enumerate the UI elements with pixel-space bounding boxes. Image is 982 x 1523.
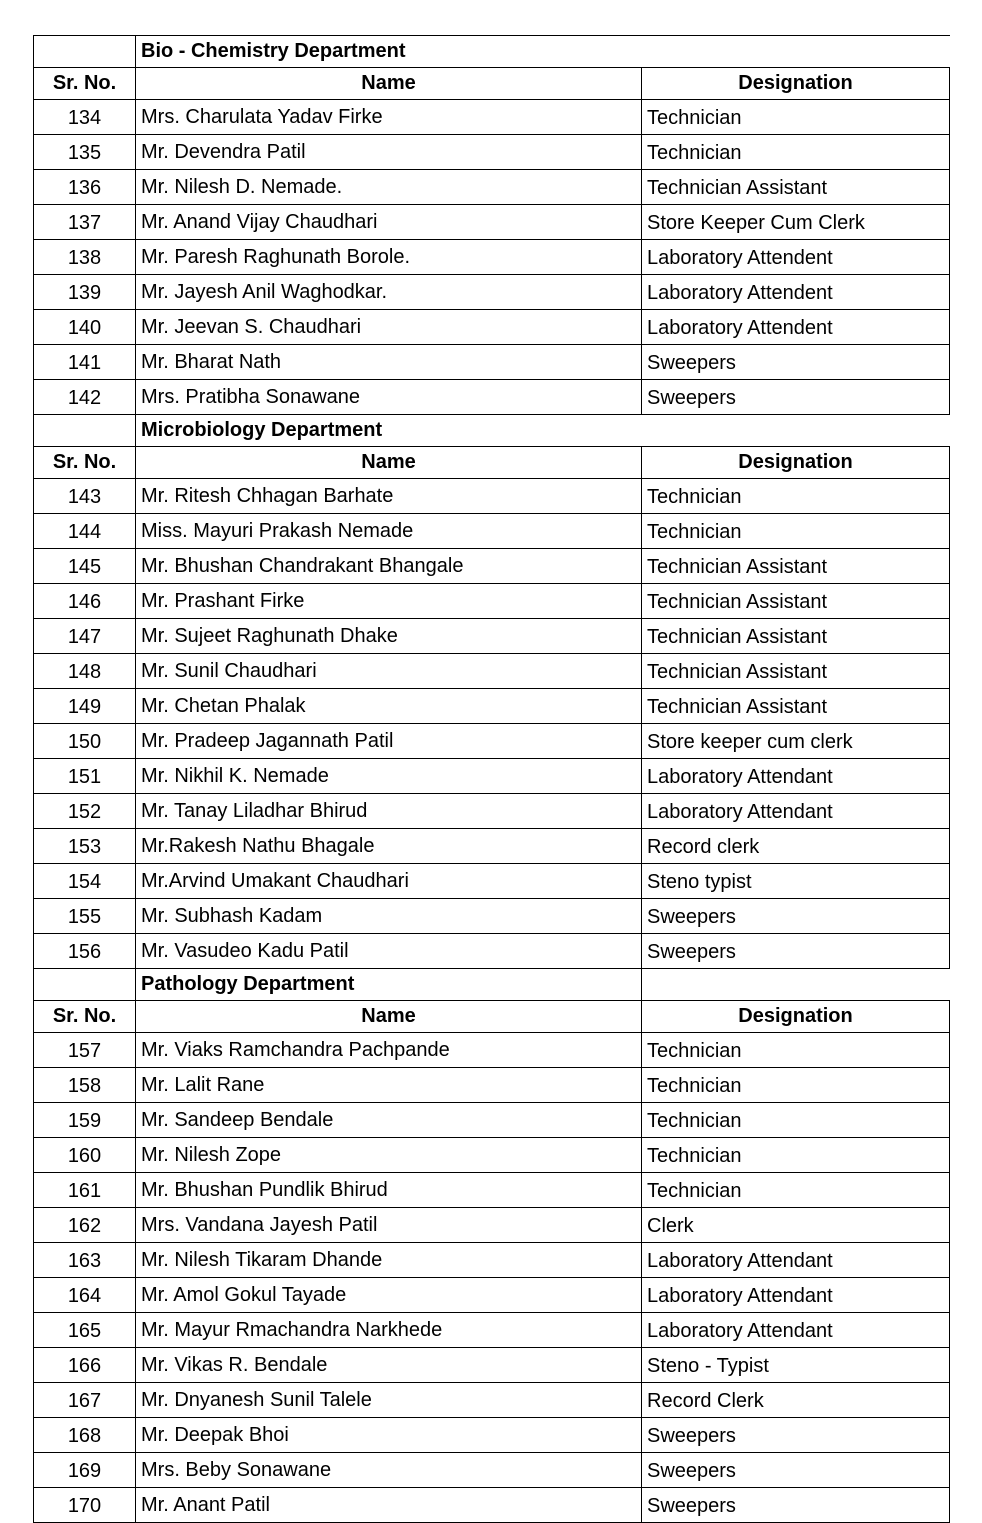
name-cell: Mr. Pradeep Jagannath Patil <box>136 724 642 759</box>
sr-cell: 151 <box>34 759 136 794</box>
table-row <box>34 1068 950 1103</box>
designation-cell: Laboratory Attendant <box>642 1278 950 1313</box>
department-title-blank-cell <box>34 969 136 1001</box>
designation-cell: Sweepers <box>642 1488 950 1523</box>
designation-cell: Technician <box>642 1173 950 1208</box>
table-row <box>34 514 950 549</box>
designation-cell: Record Clerk <box>642 1383 950 1418</box>
sr-cell: 143 <box>34 479 136 514</box>
designation-cell: Sweepers <box>642 899 950 934</box>
designation-cell: Technician <box>642 1138 950 1173</box>
department-title-blank-cell <box>34 36 136 68</box>
staff-table <box>33 35 950 1523</box>
sr-cell: 170 <box>34 1488 136 1523</box>
designation-cell: Technician <box>642 135 950 170</box>
column-header-designation: Designation <box>642 68 950 100</box>
name-cell: Mr. Sunil Chaudhari <box>136 654 642 689</box>
column-header-name: Name <box>136 1001 642 1033</box>
name-cell: Mr.Arvind Umakant Chaudhari <box>136 864 642 899</box>
table-row <box>34 345 950 380</box>
sr-cell: 138 <box>34 240 136 275</box>
sr-cell: 157 <box>34 1033 136 1068</box>
department-title-row <box>34 36 950 68</box>
name-cell: Mr. Nikhil K. Nemade <box>136 759 642 794</box>
column-header-row <box>34 68 950 100</box>
table-row <box>34 654 950 689</box>
table-row <box>34 1418 950 1453</box>
name-cell: Mr. Subhash Kadam <box>136 899 642 934</box>
designation-cell: Sweepers <box>642 380 950 415</box>
column-header-row <box>34 1001 950 1033</box>
designation-cell: Steno - Typist <box>642 1348 950 1383</box>
designation-cell: Technician Assistant <box>642 549 950 584</box>
column-header-name: Name <box>136 447 642 479</box>
table-row <box>34 240 950 275</box>
designation-cell: Sweepers <box>642 1418 950 1453</box>
sr-cell: 165 <box>34 1313 136 1348</box>
sr-cell: 144 <box>34 514 136 549</box>
table-row <box>34 1243 950 1278</box>
designation-cell: Store keeper cum clerk <box>642 724 950 759</box>
table-row <box>34 794 950 829</box>
sr-cell: 164 <box>34 1278 136 1313</box>
name-cell: Mr. Sujeet Raghunath Dhake <box>136 619 642 654</box>
designation-cell: Technician <box>642 1033 950 1068</box>
table-row <box>34 1138 950 1173</box>
table-row <box>34 1488 950 1523</box>
designation-cell: Technician Assistant <box>642 654 950 689</box>
name-cell: Mr. Nilesh D. Nemade. <box>136 170 642 205</box>
designation-cell: Technician Assistant <box>642 619 950 654</box>
table-row <box>34 310 950 345</box>
table-row <box>34 899 950 934</box>
table-row <box>34 724 950 759</box>
name-cell: Mr. Ritesh Chhagan Barhate <box>136 479 642 514</box>
designation-cell: Technician Assistant <box>642 689 950 724</box>
sr-cell: 142 <box>34 380 136 415</box>
sr-cell: 154 <box>34 864 136 899</box>
column-header-row <box>34 447 950 479</box>
table-row <box>34 934 950 969</box>
name-cell: Mr. Jeevan S. Chaudhari <box>136 310 642 345</box>
table-row <box>34 1348 950 1383</box>
column-header-sr: Sr. No. <box>34 1001 136 1033</box>
name-cell: Mr. Vasudeo Kadu Patil <box>136 934 642 969</box>
designation-cell: Technician <box>642 100 950 135</box>
table-row <box>34 1208 950 1243</box>
name-cell: Mr. Vikas R. Bendale <box>136 1348 642 1383</box>
sr-cell: 163 <box>34 1243 136 1278</box>
table-row <box>34 170 950 205</box>
designation-cell: Laboratory Attendant <box>642 759 950 794</box>
name-cell: Mr. Bhushan Pundlik Bhirud <box>136 1173 642 1208</box>
table-row <box>34 1313 950 1348</box>
name-cell: Mr. Bhushan Chandrakant Bhangale <box>136 549 642 584</box>
designation-cell: Technician <box>642 514 950 549</box>
name-cell: Mrs. Vandana Jayesh Patil <box>136 1208 642 1243</box>
sr-cell: 161 <box>34 1173 136 1208</box>
name-cell: Mr. Nilesh Zope <box>136 1138 642 1173</box>
name-cell: Mr. Tanay Liladhar Bhirud <box>136 794 642 829</box>
department-title-right-cell <box>642 969 950 1001</box>
designation-cell: Store Keeper Cum Clerk <box>642 205 950 240</box>
sr-cell: 150 <box>34 724 136 759</box>
name-cell: Miss. Mayuri Prakash Nemade <box>136 514 642 549</box>
table-row <box>34 100 950 135</box>
designation-cell: Record clerk <box>642 829 950 864</box>
sr-cell: 152 <box>34 794 136 829</box>
name-cell: Mr. Anand Vijay Chaudhari <box>136 205 642 240</box>
name-cell: Mrs. Beby Sonawane <box>136 1453 642 1488</box>
name-cell: Mr. Sandeep Bendale <box>136 1103 642 1138</box>
name-cell: Mr.Rakesh Nathu Bhagale <box>136 829 642 864</box>
table-row <box>34 1278 950 1313</box>
department-title: Bio - Chemistry Department <box>136 36 950 68</box>
designation-cell: Technician Assistant <box>642 584 950 619</box>
table-row <box>34 759 950 794</box>
designation-cell: Technician <box>642 479 950 514</box>
sr-cell: 162 <box>34 1208 136 1243</box>
table-row <box>34 689 950 724</box>
department-title-row <box>34 969 950 1001</box>
table-row <box>34 1453 950 1488</box>
name-cell: Mr. Mayur Rmachandra Narkhede <box>136 1313 642 1348</box>
name-cell: Mr. Deepak Bhoi <box>136 1418 642 1453</box>
sr-cell: 168 <box>34 1418 136 1453</box>
designation-cell: Technician <box>642 1068 950 1103</box>
name-cell: Mr. Devendra Patil <box>136 135 642 170</box>
name-cell: Mr. Viaks Ramchandra Pachpande <box>136 1033 642 1068</box>
sr-cell: 137 <box>34 205 136 240</box>
name-cell: Mr. Jayesh Anil Waghodkar. <box>136 275 642 310</box>
name-cell: Mr. Prashant Firke <box>136 584 642 619</box>
table-row <box>34 864 950 899</box>
table-row <box>34 275 950 310</box>
sr-cell: 141 <box>34 345 136 380</box>
sr-cell: 156 <box>34 934 136 969</box>
sr-cell: 148 <box>34 654 136 689</box>
name-cell: Mrs. Charulata Yadav Firke <box>136 100 642 135</box>
name-cell: Mr. Amol Gokul Tayade <box>136 1278 642 1313</box>
sr-cell: 160 <box>34 1138 136 1173</box>
sr-cell: 167 <box>34 1383 136 1418</box>
sr-cell: 149 <box>34 689 136 724</box>
table-row <box>34 135 950 170</box>
designation-cell: Laboratory Attendent <box>642 275 950 310</box>
table-row <box>34 619 950 654</box>
sr-cell: 134 <box>34 100 136 135</box>
table-row <box>34 584 950 619</box>
column-header-sr: Sr. No. <box>34 447 136 479</box>
sr-cell: 136 <box>34 170 136 205</box>
table-row <box>34 549 950 584</box>
sr-cell: 155 <box>34 899 136 934</box>
column-header-designation: Designation <box>642 447 950 479</box>
name-cell: Mr. Bharat Nath <box>136 345 642 380</box>
designation-cell: Technician Assistant <box>642 170 950 205</box>
designation-cell: Clerk <box>642 1208 950 1243</box>
department-title-blank-cell <box>34 415 136 447</box>
table-row <box>34 479 950 514</box>
column-header-designation: Designation <box>642 1001 950 1033</box>
sr-cell: 153 <box>34 829 136 864</box>
designation-cell: Sweepers <box>642 345 950 380</box>
designation-cell: Sweepers <box>642 934 950 969</box>
staff-table-body <box>34 36 950 1523</box>
table-row <box>34 829 950 864</box>
designation-cell: Laboratory Attendant <box>642 794 950 829</box>
table-row <box>34 1383 950 1418</box>
sr-cell: 146 <box>34 584 136 619</box>
sr-cell: 135 <box>34 135 136 170</box>
department-title: Microbiology Department <box>136 415 950 447</box>
department-title-row <box>34 415 950 447</box>
designation-cell: Laboratory Attendant <box>642 1243 950 1278</box>
column-header-name: Name <box>136 68 642 100</box>
table-row <box>34 1033 950 1068</box>
designation-cell: Steno typist <box>642 864 950 899</box>
name-cell: Mrs. Pratibha Sonawane <box>136 380 642 415</box>
department-title: Pathology Department <box>136 969 642 1001</box>
name-cell: Mr. Chetan Phalak <box>136 689 642 724</box>
sr-cell: 147 <box>34 619 136 654</box>
table-row <box>34 380 950 415</box>
sr-cell: 169 <box>34 1453 136 1488</box>
name-cell: Mr. Dnyanesh Sunil Talele <box>136 1383 642 1418</box>
designation-cell: Technician <box>642 1103 950 1138</box>
designation-cell: Laboratory Attendant <box>642 1313 950 1348</box>
sr-cell: 139 <box>34 275 136 310</box>
table-row <box>34 1103 950 1138</box>
name-cell: Mr. Nilesh Tikaram Dhande <box>136 1243 642 1278</box>
sr-cell: 159 <box>34 1103 136 1138</box>
name-cell: Mr. Paresh Raghunath Borole. <box>136 240 642 275</box>
column-header-sr: Sr. No. <box>34 68 136 100</box>
table-row <box>34 1173 950 1208</box>
sr-cell: 145 <box>34 549 136 584</box>
sr-cell: 166 <box>34 1348 136 1383</box>
designation-cell: Laboratory Attendent <box>642 240 950 275</box>
name-cell: Mr. Lalit Rane <box>136 1068 642 1103</box>
sr-cell: 158 <box>34 1068 136 1103</box>
designation-cell: Laboratory Attendent <box>642 310 950 345</box>
sr-cell: 140 <box>34 310 136 345</box>
name-cell: Mr. Anant Patil <box>136 1488 642 1523</box>
table-row <box>34 205 950 240</box>
designation-cell: Sweepers <box>642 1453 950 1488</box>
